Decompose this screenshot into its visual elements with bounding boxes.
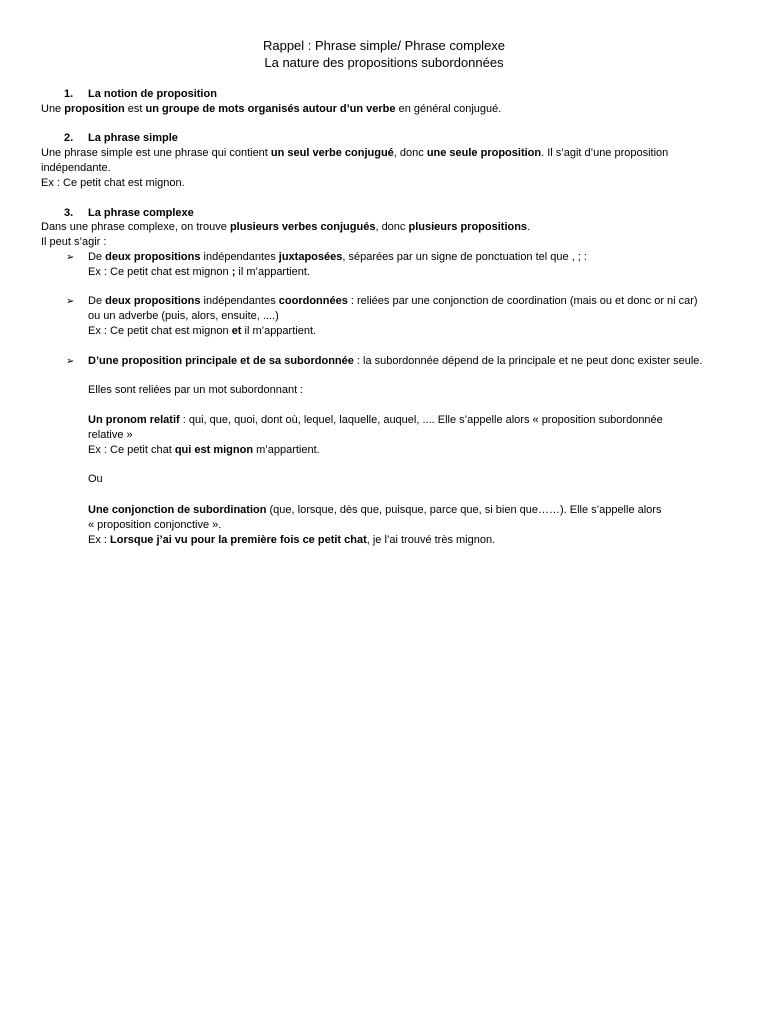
bullet-arrow-icon: ➢ [66, 252, 75, 263]
bullet-2-example: Ex : Ce petit chat est mignon et il m’appartient. [88, 325, 317, 337]
title-line-1: Rappel : Phrase simple/ Phrase complexe [262, 38, 506, 53]
section-2-example: Ex : Ce petit chat est mignon. [41, 177, 185, 189]
bullet-arrow-icon: ➢ [66, 296, 75, 307]
section-3-line-1: Dans une phrase complexe, on trouve plusieurs verbes conjugués, donc plusieurs propositions. [41, 221, 531, 233]
section-2-line-1: Une phrase simple est une phrase qui contient un seul verbe conjugué, donc une seule proposition. Il s’agit d’une proposition [41, 147, 669, 159]
section-1-definition: Une proposition est un groupe de mots organisés autour d’un verbe en général conjugué. [41, 103, 502, 115]
section-3-line-2: Il peut s’agir : [41, 236, 107, 248]
relative-pronoun-example: Ex : Ce petit chat qui est mignon m’appartient. [88, 444, 320, 456]
bullet-1-example: Ex : Ce petit chat est mignon ; il m’appartient. [88, 266, 310, 278]
title-line-2: La nature des propositions subordonnées [264, 55, 504, 70]
bullet-3-line-1: D’une proposition principale et de sa subordonnée : la subordonnée dépend de la principale et ne peut donc exister seule. [88, 355, 703, 367]
section-2-line-2: indépendante. [41, 162, 111, 174]
bullet-2-line-2: ou un adverbe (puis, alors, ensuite, ....) [88, 310, 279, 322]
section-2-heading: La phrase simple [88, 132, 178, 144]
conjunction-line-1: Une conjonction de subordination (que, lorsque, dès que, puisque, parce que, si bien que……). Elle s’appelle alors [88, 504, 662, 516]
section-1-number: 1. [64, 88, 74, 100]
relative-pronoun-line-1: Un pronom relatif : qui, que, quoi, dont où, lequel, laquelle, auquel, .... Elle s’appelle alors « proposition subordonnée [88, 414, 663, 426]
section-3-heading: La phrase complexe [88, 207, 194, 219]
relative-pronoun-line-2: relative » [88, 429, 133, 441]
bullet-2-line-1: De deux propositions indépendantes coordonnées : reliées par une conjonction de coordination (mais ou et donc or ni car) [88, 295, 698, 307]
conjunction-example: Ex : Lorsque j’ai vu pour la première fois ce petit chat, je l’ai trouvé très mignon. [88, 534, 496, 546]
bullet-1-line-1: De deux propositions indépendantes juxtaposées, séparées par un signe de ponctuation tel que , ; : [88, 251, 587, 263]
section-1-heading: La notion de proposition [88, 88, 217, 100]
section-2-number: 2. [64, 132, 74, 144]
bullet-arrow-icon: ➢ [66, 356, 75, 367]
section-3-number: 3. [64, 207, 74, 219]
conjunction-line-2: « proposition conjonctive ». [88, 519, 222, 531]
bullet-3-paragraph: Elles sont reliées par un mot subordonnant : [88, 384, 304, 396]
ou-text: Ou [88, 473, 103, 485]
